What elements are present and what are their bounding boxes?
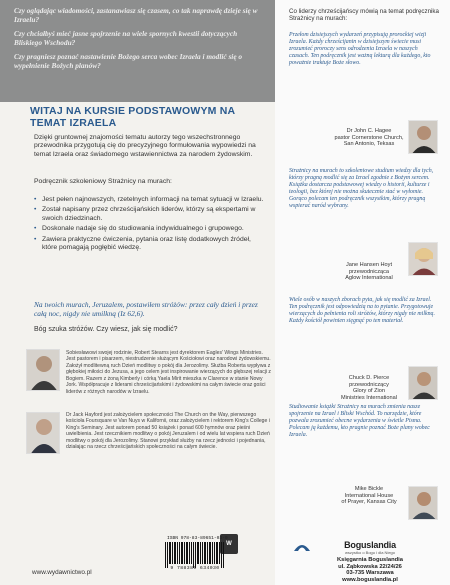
question-1: Czy oglądając wiadomości, zastanawiasz się czasem, co tak naprawdę dzieje się w Izraelu? xyxy=(14,6,258,24)
publisher-website[interactable]: www.boguslandia.pl xyxy=(342,576,398,583)
questions-band xyxy=(0,0,275,102)
author-photo-1 xyxy=(26,349,60,391)
endorsement-quote-2: Strażnicy na murach to szkoleniowe studium wiedzy dla tych, którzy pragną modlić się za Izrael zgodnie z Bożym sercem. Książka dostarcza podstawowej wiedzy o historii, kulturze i teologii, bez której nie można skutecznie stać w wyłomie. Gorąco polecam ten podręcznik wszystkim, którzy pragną wspierać naród wybrany. xyxy=(289,168,434,209)
endorsement-attribution-1: Dr John C. Hagee pastor Cornerstone Church, San Antonio, Teksas xyxy=(334,128,404,148)
intro-paragraph: Dzięki gruntownej znajomości tematu autorzy tego wszechstronnego przewodnika przygotują cię do precyzyjnego formułowania wypowiedzi na temat Izraela oraz świadomego wstawiennictwa za narodem żydowskim. xyxy=(34,134,256,158)
endorsements-header: Co liderzy chrześcijańscy mówią na temat podręcznika Strażnicy na murach: xyxy=(289,8,439,23)
question-2: Czy chciałbyś mieć jasne spojrzenie na wiele spornych kwestii dotyczących Bliskiego Wschodu? xyxy=(14,29,238,47)
closing-line: Bóg szuka stróżów. Czy wiesz, jak się modlić? xyxy=(34,326,178,333)
publisher-tagline: wszystko o Bogu i dla Niego xyxy=(344,550,396,555)
publisher-block xyxy=(315,540,425,583)
author-bio-2: Dr Jack Hayford jest założycielem społeczności The Church on the Way, pierwszego kościoła Foursquare w Van Nuys w Kalifornii, oraz założycielem i rektorem King's College i King's Seminary. Jest autorem ponad 50 książek i ponad 600 hymnów oraz pieśni uwielbienia. Jest rzecznikiem modlitwy o pokój Jeruzalem i od wielu lat wspiera ruch Dzień modlitwy o pokój dla Jerozolimy. Stanowi przykład służby na rzecz jedności i pojednania, działając na rzecz chrześcijańskich społeczności na całym świecie. xyxy=(66,412,270,451)
endorsement-quote-1: Przełom dzisiejszych wydarzeń przypisują prorockiej wizji Izraela. Każdy chrześcijanin w dzisiejszym świecie musi zrozumieć proroczy sens odrodzenia Izraela w naszych czasach. Ten podręcznik jest ważną lekturą dla każdego, kto poważnie traktuje Boże słowo. xyxy=(289,32,431,66)
feature-list xyxy=(34,196,264,254)
welcome-title: WITAJ NA KURSIE PODSTAWOWYM NA TEMAT IZRAELA xyxy=(30,105,235,129)
publisher-address-line: ul. Ząbkowska 22/24/26 xyxy=(338,563,402,570)
endorsement-quote-3: Wiele osób w naszych zborach pyta, jak się modlić za Izrael. Ten podręcznik jest odpowiedzią na to pytanie. Przygotowuje wierzących do pełnienia roli stróżów, którzy nigdy nie milkną. Każdy kościół powinien sięgnąć po ten materiał. xyxy=(289,297,435,324)
website-text: www.wydawnictwo.pl xyxy=(32,569,92,576)
publisher-address-line: Księgarnia Boguslandia xyxy=(336,557,404,563)
endorser-photo-3 xyxy=(408,366,438,400)
endorser-photo-2 xyxy=(408,242,438,276)
publisher-address-line: 03-735 Warszawa xyxy=(346,570,394,577)
boguslandia-logo-icon xyxy=(293,539,311,552)
isbn-text: ISBN 978-83-89651-03-0 xyxy=(167,536,228,541)
publisher-logo: W xyxy=(220,534,238,554)
author-bio-1: Sobiesławowi swojej rodzinie, Robert Stearns jest dyrektorem Eagles' Wings Ministries. Jest pastorem i pisarzem, niestrudzenie służącym Kościołowi oraz narodowi żydowskiemu. Założył modlitewną ruch Dzień modlitwy o pokój dla Jerozolimy. Służba Roberta wypływa z głębokiej miłości do Jezusa, a jego celem jest inspirowanie wierzących do głębszej relacji z Bogiem. Razem z żoną Kimberly i córką Yaela Mirit mieszka w Clarence w stanie Nowy Jork. Współpracuje z liderami chrześcijańskimi i żydowskimi na całym świecie oraz gości liderów z różnych narodów w Izraelu. xyxy=(66,350,271,395)
feature-item: • Doskonale nadaje się do studiowania indywidualnego i grupowego. xyxy=(34,225,264,233)
barcode xyxy=(165,542,225,568)
endorsement-attribution-2: Jane Hansen Hoyt przewodnicząca Aglow International xyxy=(345,262,393,282)
feature-item: • Zawiera praktyczne ćwiczenia, pytania oraz listę dodatkowych źródeł, które pomagają pogłębić wiedzę. xyxy=(34,236,264,253)
scripture-quote: Na twoich murach, Jeruzalem, postawiłem stróżów: przez cały dzień i przez całą noc, nigdy nie umilkną (Iz 62,6). xyxy=(34,300,258,318)
endorsement-attribution-3: Chuck D. Pierce przewodniczący Glory of Zion Ministries International xyxy=(341,375,397,402)
lead-paragraph: Podręcznik szkoleniowy Strażnicy na murach: xyxy=(34,178,172,185)
endorsement-attribution-4: Mike Bickle International House of Prayer, Kansas City xyxy=(341,486,397,506)
endorsement-quote-4: Studiowanie książki Strażnicy na murach zmienia nasze spojrzenie na Izrael i Bliski Wschód. To narzędzie, które pozwala zrozumieć obecne wydarzenia w świetle Pisma. Polecam ją każdemu, kto pragnie poznać Boże plany wobec Izraela. xyxy=(289,404,430,438)
endorser-photo-4 xyxy=(408,486,438,520)
barcode-digits: 9 788389 634030 xyxy=(170,566,220,571)
publisher-name: Boguslandia xyxy=(344,540,396,550)
feature-item: • Został napisany przez chrześcijańskich liderów, którzy są ekspertami w swoich dziedzinach. xyxy=(34,206,264,223)
endorser-photo-1 xyxy=(408,120,438,154)
question-3: Czy pragniesz poznać nastawienie Bożego serca wobec Izraela i modlić się o wypełnienie Bożych planów? xyxy=(14,52,243,70)
feature-item: • Jest pełen najnowszych, rzetelnych informacji na temat sytuacji w Izraelu. xyxy=(34,196,264,204)
author-photo-2 xyxy=(26,412,60,454)
